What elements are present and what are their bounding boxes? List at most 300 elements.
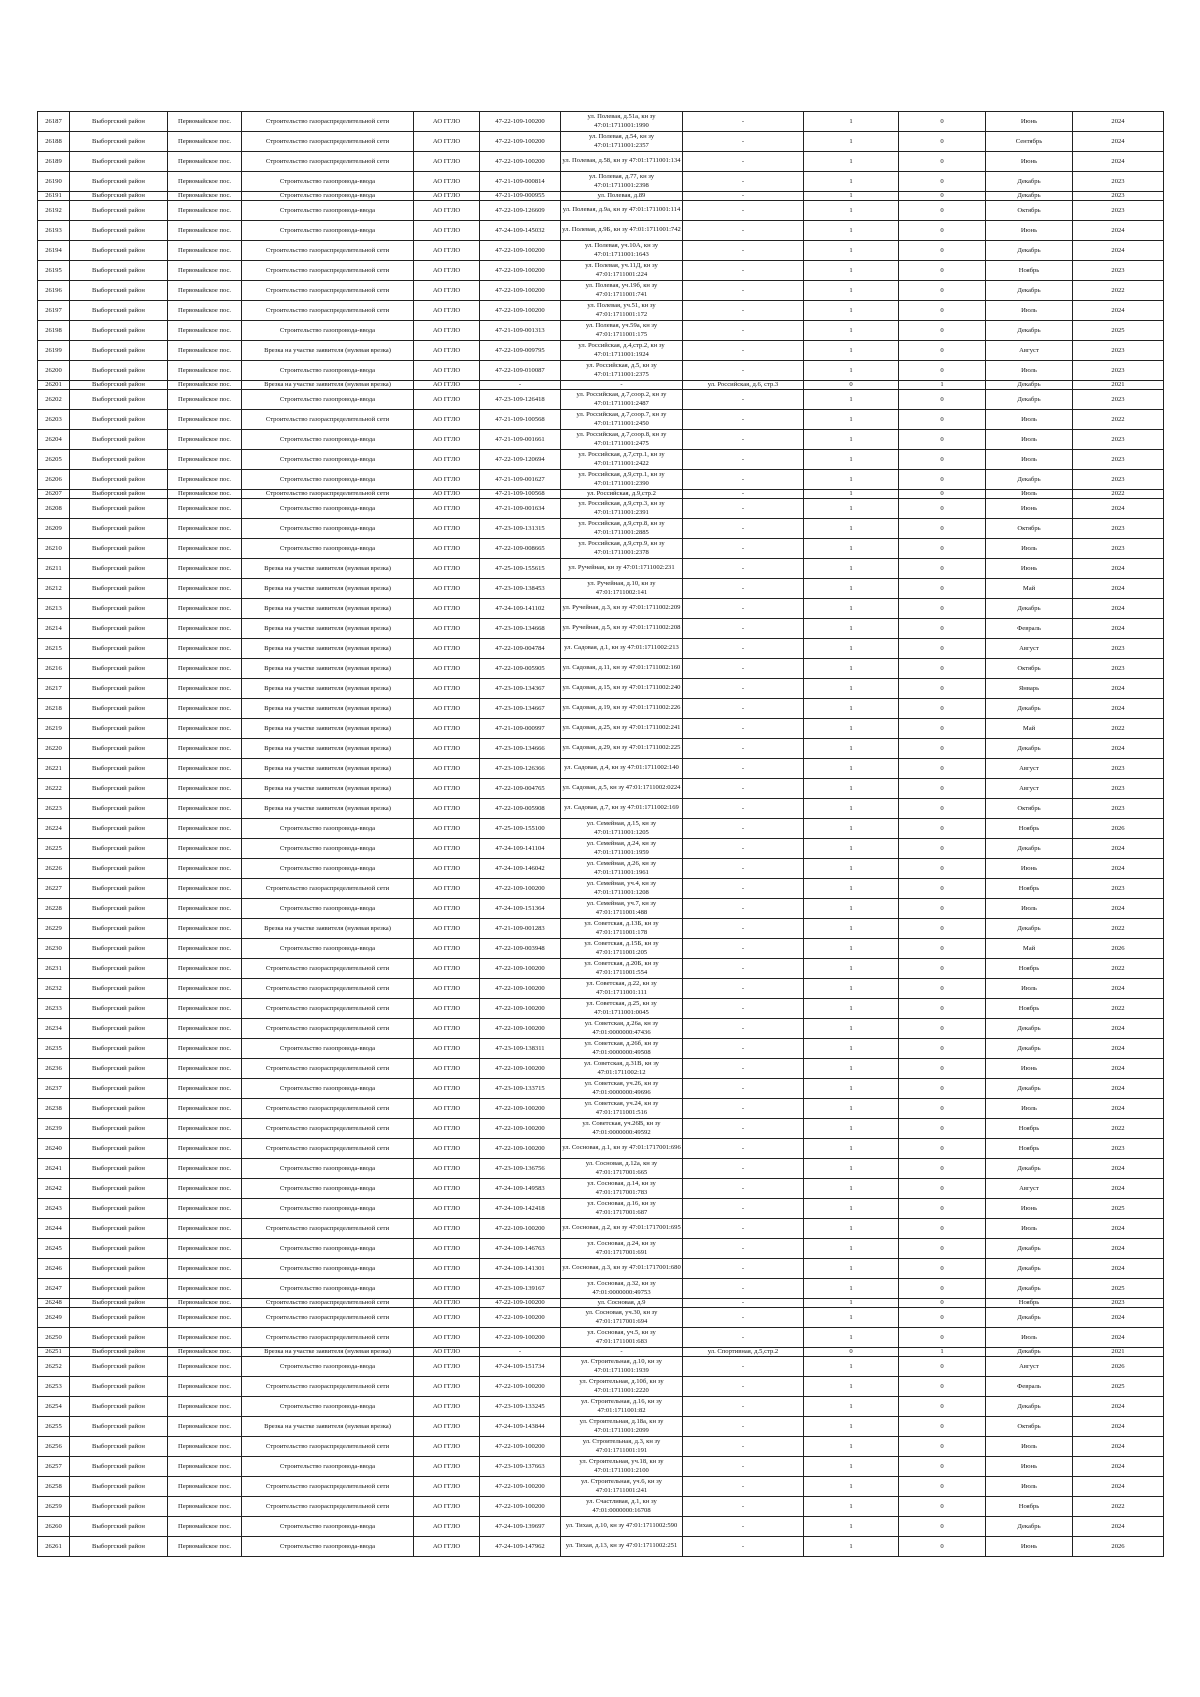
address-note-cell: -	[683, 281, 804, 301]
count-cell: 1	[804, 430, 899, 450]
table-row	[38, 261, 1164, 281]
address-note-cell: -	[683, 1377, 804, 1397]
address-cadastral-cell: ул. Полевая, уч.59а, кн зу 47:01:1711001:175	[561, 321, 683, 341]
year-cell: 2025	[1073, 1199, 1164, 1219]
organization-cell: АО ГГЛО	[414, 1259, 480, 1279]
organization-cell: АО ГГЛО	[414, 361, 480, 381]
district-cell: Выборгский район	[70, 112, 168, 132]
count-cell: 1	[804, 132, 899, 152]
district-cell: Выборгский район	[70, 559, 168, 579]
row-number-cell: 26250	[38, 1328, 70, 1348]
zero-cell: 0	[899, 819, 986, 839]
address-cadastral-cell: ул. Советская, д.26а, кн зу 47:01:0000000:47436	[561, 1019, 683, 1039]
row-number-cell: 26200	[38, 361, 70, 381]
district-cell: Выборгский район	[70, 1357, 168, 1377]
month-cell: Июль	[986, 361, 1073, 381]
contract-number-cell: 47-23-109-139167	[480, 1279, 561, 1299]
month-cell: Июнь	[986, 152, 1073, 172]
contract-number-cell: 47-21-109-001634	[480, 499, 561, 519]
work-type-cell: Врезка на участке заявителя (нулевая врезка)	[242, 719, 414, 739]
table-row	[38, 599, 1164, 619]
table-row	[38, 172, 1164, 192]
address-note-cell: -	[683, 1179, 804, 1199]
organization-cell: АО ГГЛО	[414, 1139, 480, 1159]
address-note-cell: -	[683, 539, 804, 559]
settlement-cell: Первомайское пос.	[168, 112, 242, 132]
organization-cell: АО ГГЛО	[414, 1219, 480, 1239]
zero-cell: 0	[899, 221, 986, 241]
count-cell: 1	[804, 999, 899, 1019]
address-cadastral-cell: ул. Сосновая, д.9	[561, 1299, 683, 1308]
table-row	[38, 659, 1164, 679]
table-row	[38, 939, 1164, 959]
district-cell: Выборгский район	[70, 152, 168, 172]
district-cell: Выборгский район	[70, 241, 168, 261]
work-type-cell: Строительство газопровода-ввода	[242, 1397, 414, 1417]
zero-cell: 0	[899, 450, 986, 470]
zero-cell: 0	[899, 759, 986, 779]
work-type-cell: Строительство газопровода-ввода	[242, 321, 414, 341]
table-row	[38, 1199, 1164, 1219]
address-note-cell: -	[683, 899, 804, 919]
district-cell: Выборгский район	[70, 579, 168, 599]
organization-cell: АО ГГЛО	[414, 519, 480, 539]
month-cell: Октябрь	[986, 201, 1073, 221]
row-number-cell: 26255	[38, 1417, 70, 1437]
zero-cell: 0	[899, 739, 986, 759]
count-cell: 1	[804, 152, 899, 172]
contract-number-cell: 47-22-109-004784	[480, 639, 561, 659]
row-number-cell: 26193	[38, 221, 70, 241]
table-row	[38, 1417, 1164, 1437]
count-cell: 1	[804, 879, 899, 899]
address-cadastral-cell: ул. Российская, д.5, кн зу 47:01:1711001:2375	[561, 361, 683, 381]
organization-cell: АО ГГЛО	[414, 1477, 480, 1497]
zero-cell: 0	[899, 579, 986, 599]
settlement-cell: Первомайское пос.	[168, 470, 242, 490]
month-cell: Октябрь	[986, 1417, 1073, 1437]
district-cell: Выборгский район	[70, 499, 168, 519]
row-number-cell: 26258	[38, 1477, 70, 1497]
address-note-cell: -	[683, 939, 804, 959]
address-note-cell: -	[683, 559, 804, 579]
work-type-cell: Строительство газопровода-ввода	[242, 1457, 414, 1477]
address-cadastral-cell: ул. Счастливая, д.1, кн зу 47:01:0000000:16708	[561, 1497, 683, 1517]
district-cell: Выборгский район	[70, 759, 168, 779]
address-note-cell: -	[683, 1059, 804, 1079]
month-cell: Июнь	[986, 1059, 1073, 1079]
address-cadastral-cell: ул. Садовая, д.15, кн зу 47:01:1711002:240	[561, 679, 683, 699]
row-number-cell: 26188	[38, 132, 70, 152]
address-cadastral-cell: ул. Семейная, д.26, кн зу 47:01:1711001:1961	[561, 859, 683, 879]
contract-number-cell: 47-23-109-131315	[480, 519, 561, 539]
contract-number-cell: 47-22-109-009795	[480, 341, 561, 361]
address-cadastral-cell: ул. Российская, д.7,соор.8, кн зу 47:01:1711001:2475	[561, 430, 683, 450]
organization-cell: АО ГГЛО	[414, 679, 480, 699]
table-row	[38, 1437, 1164, 1457]
work-type-cell: Строительство газораспределительной сети	[242, 1139, 414, 1159]
settlement-cell: Первомайское пос.	[168, 1397, 242, 1417]
table-row	[38, 490, 1164, 499]
organization-cell: АО ГГЛО	[414, 172, 480, 192]
row-number-cell: 26222	[38, 779, 70, 799]
year-cell: 2024	[1073, 1219, 1164, 1239]
month-cell: Ноябрь	[986, 1299, 1073, 1308]
address-cadastral-cell: ул. Полевая, д.89	[561, 192, 683, 201]
zero-cell: 0	[899, 1179, 986, 1199]
year-cell: 2024	[1073, 1259, 1164, 1279]
year-cell: 2024	[1073, 619, 1164, 639]
table-row	[38, 1159, 1164, 1179]
address-cadastral-cell: ул. Советская, уч.24, кн зу 47:01:1711001:516	[561, 1099, 683, 1119]
district-cell: Выборгский район	[70, 1328, 168, 1348]
row-number-cell: 26249	[38, 1308, 70, 1328]
zero-cell: 0	[899, 192, 986, 201]
address-note-cell: -	[683, 1437, 804, 1457]
address-cadastral-cell: ул. Российская, д.9,стр.3, кн зу 47:01:1711001:2391	[561, 499, 683, 519]
table-row	[38, 281, 1164, 301]
row-number-cell: 26257	[38, 1457, 70, 1477]
year-cell: 2022	[1073, 281, 1164, 301]
row-number-cell: 26211	[38, 559, 70, 579]
settlement-cell: Первомайское пос.	[168, 679, 242, 699]
organization-cell: АО ГГЛО	[414, 201, 480, 221]
month-cell: Ноябрь	[986, 1497, 1073, 1517]
zero-cell: 0	[899, 1377, 986, 1397]
count-cell: 1	[804, 619, 899, 639]
organization-cell: АО ГГЛО	[414, 1119, 480, 1139]
year-cell: 2024	[1073, 1437, 1164, 1457]
address-cadastral-cell: ул. Садовая, д.7, кн зу 47:01:1711002:169	[561, 799, 683, 819]
address-note-cell: -	[683, 699, 804, 719]
table-row	[38, 1039, 1164, 1059]
address-cadastral-cell: ул. Полевая, д.58, кн зу 47:01:1711001:134	[561, 152, 683, 172]
settlement-cell: Первомайское пос.	[168, 619, 242, 639]
organization-cell: АО ГГЛО	[414, 410, 480, 430]
contract-number-cell: 47-21-109-001661	[480, 430, 561, 450]
address-cadastral-cell: ул. Полевая, д.77, кн зу 47:01:1711001:2398	[561, 172, 683, 192]
settlement-cell: Первомайское пос.	[168, 490, 242, 499]
zero-cell: 0	[899, 1099, 986, 1119]
address-cadastral-cell: ул. Сосновая, уч.5, кн зу 47:01:1711001:683	[561, 1328, 683, 1348]
table-row	[38, 1219, 1164, 1239]
work-type-cell: Строительство газопровода-ввода	[242, 1039, 414, 1059]
work-type-cell: Строительство газопровода-ввода	[242, 470, 414, 490]
month-cell: Ноябрь	[986, 1119, 1073, 1139]
organization-cell: АО ГГЛО	[414, 1357, 480, 1377]
settlement-cell: Первомайское пос.	[168, 699, 242, 719]
address-cadastral-cell: ул. Сосновая, д.32, кн зу 47:01:0000000:49753	[561, 1279, 683, 1299]
organization-cell: АО ГГЛО	[414, 152, 480, 172]
work-type-cell: Строительство газопровода-ввода	[242, 899, 414, 919]
contract-number-cell: 47-22-109-100200	[480, 1437, 561, 1457]
address-cadastral-cell: ул. Садовая, д.29, кн зу 47:01:1711002:225	[561, 739, 683, 759]
work-type-cell: Строительство газопровода-ввода	[242, 1537, 414, 1557]
row-number-cell: 26230	[38, 939, 70, 959]
district-cell: Выборгский район	[70, 779, 168, 799]
count-cell: 1	[804, 281, 899, 301]
row-number-cell: 26217	[38, 679, 70, 699]
count-cell: 1	[804, 1099, 899, 1119]
zero-cell: 0	[899, 799, 986, 819]
table-row	[38, 559, 1164, 579]
month-cell: Июль	[986, 899, 1073, 919]
work-type-cell: Врезка на участке заявителя (нулевая врезка)	[242, 579, 414, 599]
work-type-cell: Врезка на участке заявителя (нулевая врезка)	[242, 559, 414, 579]
contract-number-cell: 47-21-109-100568	[480, 410, 561, 430]
row-number-cell: 26244	[38, 1219, 70, 1239]
row-number-cell: 26246	[38, 1259, 70, 1279]
settlement-cell: Первомайское пос.	[168, 1139, 242, 1159]
table-row	[38, 839, 1164, 859]
year-cell: 2026	[1073, 1357, 1164, 1377]
work-type-cell: Строительство газораспределительной сети	[242, 490, 414, 499]
address-cadastral-cell: ул. Садовая, д.1, кн зу 47:01:1711002:213	[561, 639, 683, 659]
count-cell: 1	[804, 221, 899, 241]
address-cadastral-cell: ул. Ручейная, д.10, кн зу 47:01:1711002:141	[561, 579, 683, 599]
address-note-cell: -	[683, 719, 804, 739]
district-cell: Выборгский район	[70, 659, 168, 679]
organization-cell: АО ГГЛО	[414, 839, 480, 859]
contract-number-cell: 47-22-109-003948	[480, 939, 561, 959]
table-row	[38, 539, 1164, 559]
year-cell: 2023	[1073, 519, 1164, 539]
year-cell: 2021	[1073, 1348, 1164, 1357]
count-cell: 1	[804, 1019, 899, 1039]
zero-cell: 0	[899, 1119, 986, 1139]
count-cell: 1	[804, 739, 899, 759]
month-cell: Декабрь	[986, 1397, 1073, 1417]
work-type-cell: Строительство газораспределительной сети	[242, 999, 414, 1019]
table-row	[38, 979, 1164, 999]
zero-cell: 0	[899, 1159, 986, 1179]
work-type-cell: Строительство газораспределительной сети	[242, 132, 414, 152]
table-row	[38, 241, 1164, 261]
work-type-cell: Строительство газораспределительной сети	[242, 1377, 414, 1397]
contract-number-cell: 47-22-109-100200	[480, 879, 561, 899]
work-type-cell: Строительство газопровода-ввода	[242, 1517, 414, 1537]
row-number-cell: 26233	[38, 999, 70, 1019]
work-type-cell: Строительство газораспределительной сети	[242, 1099, 414, 1119]
row-number-cell: 26242	[38, 1179, 70, 1199]
row-number-cell: 26237	[38, 1079, 70, 1099]
address-note-cell: -	[683, 152, 804, 172]
organization-cell: АО ГГЛО	[414, 192, 480, 201]
organization-cell: АО ГГЛО	[414, 1437, 480, 1457]
work-type-cell: Строительство газопровода-ввода	[242, 201, 414, 221]
address-cadastral-cell: ул. Сосновая, д.16, кн зу 47:01:1717001:687	[561, 1199, 683, 1219]
organization-cell: АО ГГЛО	[414, 1537, 480, 1557]
address-note-cell: -	[683, 1039, 804, 1059]
count-cell: 1	[804, 361, 899, 381]
year-cell: 2024	[1073, 1179, 1164, 1199]
settlement-cell: Первомайское пос.	[168, 1457, 242, 1477]
address-note-cell: -	[683, 1457, 804, 1477]
table-row	[38, 819, 1164, 839]
table-row	[38, 152, 1164, 172]
count-cell: 1	[804, 1299, 899, 1308]
row-number-cell: 26241	[38, 1159, 70, 1179]
row-number-cell: 26245	[38, 1239, 70, 1259]
work-type-cell: Строительство газопровода-ввода	[242, 221, 414, 241]
contract-number-cell: 47-23-109-133715	[480, 1079, 561, 1099]
count-cell: 1	[804, 1437, 899, 1457]
settlement-cell: Первомайское пос.	[168, 281, 242, 301]
row-number-cell: 26207	[38, 490, 70, 499]
settlement-cell: Первомайское пос.	[168, 519, 242, 539]
district-cell: Выборгский район	[70, 1437, 168, 1457]
contract-number-cell: 47-23-109-138453	[480, 579, 561, 599]
year-cell: 2024	[1073, 579, 1164, 599]
address-note-cell: ул. Российская, д.6, стр.3	[683, 381, 804, 390]
settlement-cell: Первомайское пос.	[168, 579, 242, 599]
district-cell: Выборгский район	[70, 1199, 168, 1219]
zero-cell: 1	[899, 381, 986, 390]
month-cell: Декабрь	[986, 739, 1073, 759]
organization-cell: АО ГГЛО	[414, 1019, 480, 1039]
address-cadastral-cell: ул. Сосновая, д.2, кн зу 47:01:1717001:695	[561, 1219, 683, 1239]
district-cell: Выборгский район	[70, 281, 168, 301]
district-cell: Выборгский район	[70, 1059, 168, 1079]
month-cell: Декабрь	[986, 1039, 1073, 1059]
district-cell: Выборгский район	[70, 1019, 168, 1039]
contract-number-cell: 47-22-109-126609	[480, 201, 561, 221]
settlement-cell: Первомайское пос.	[168, 241, 242, 261]
row-number-cell: 26201	[38, 381, 70, 390]
year-cell: 2024	[1073, 1059, 1164, 1079]
address-cadastral-cell: ул. Садовая, д.5, кн зу 47:01:1711002:0224	[561, 779, 683, 799]
organization-cell: АО ГГЛО	[414, 1059, 480, 1079]
year-cell: 2024	[1073, 1039, 1164, 1059]
organization-cell: АО ГГЛО	[414, 1377, 480, 1397]
zero-cell: 0	[899, 619, 986, 639]
district-cell: Выборгский район	[70, 839, 168, 859]
address-cadastral-cell: ул. Сосновая, д.12а, кн зу 47:01:1717001:665	[561, 1159, 683, 1179]
count-cell: 1	[804, 639, 899, 659]
work-type-cell: Врезка на участке заявителя (нулевая врезка)	[242, 599, 414, 619]
table-row	[38, 1348, 1164, 1357]
address-note-cell: -	[683, 321, 804, 341]
year-cell: 2023	[1073, 1299, 1164, 1308]
zero-cell: 0	[899, 1219, 986, 1239]
zero-cell: 0	[899, 719, 986, 739]
month-cell: Июль	[986, 301, 1073, 321]
organization-cell: АО ГГЛО	[414, 1417, 480, 1437]
address-cadastral-cell: ул. Российская, д.7,стр.1, кн зу 47:01:1711001:2422	[561, 450, 683, 470]
row-number-cell: 26224	[38, 819, 70, 839]
organization-cell: АО ГГЛО	[414, 639, 480, 659]
year-cell: 2024	[1073, 1397, 1164, 1417]
settlement-cell: Первомайское пос.	[168, 1328, 242, 1348]
settlement-cell: Первомайское пос.	[168, 719, 242, 739]
month-cell: Декабрь	[986, 470, 1073, 490]
month-cell: Декабрь	[986, 1517, 1073, 1537]
address-cadastral-cell: ул. Полевая, д.9а, кн зу 47:01:1711001:114	[561, 201, 683, 221]
organization-cell: АО ГГЛО	[414, 430, 480, 450]
address-cadastral-cell: ул. Строительная, д.10б, кн зу 47:01:1711001:2220	[561, 1377, 683, 1397]
count-cell: 1	[804, 1279, 899, 1299]
count-cell: 1	[804, 201, 899, 221]
work-type-cell: Строительство газопровода-ввода	[242, 819, 414, 839]
district-cell: Выборгский район	[70, 819, 168, 839]
address-cadastral-cell: ул. Семейная, д.15, кн зу 47:01:1711001:1205	[561, 819, 683, 839]
work-type-cell: Строительство газопровода-ввода	[242, 192, 414, 201]
table-row	[38, 341, 1164, 361]
address-note-cell: -	[683, 859, 804, 879]
year-cell: 2023	[1073, 799, 1164, 819]
settlement-cell: Первомайское пос.	[168, 450, 242, 470]
settlement-cell: Первомайское пос.	[168, 639, 242, 659]
district-cell: Выборгский район	[70, 1039, 168, 1059]
organization-cell: АО ГГЛО	[414, 112, 480, 132]
year-cell: 2022	[1073, 490, 1164, 499]
table-row	[38, 1079, 1164, 1099]
address-note-cell: -	[683, 1199, 804, 1219]
address-note-cell: ул. Спортивная, д.5,стр.2	[683, 1348, 804, 1357]
organization-cell: АО ГГЛО	[414, 919, 480, 939]
month-cell: Декабрь	[986, 192, 1073, 201]
work-type-cell: Строительство газораспределительной сети	[242, 241, 414, 261]
settlement-cell: Первомайское пос.	[168, 132, 242, 152]
contract-number-cell: 47-22-109-100200	[480, 1219, 561, 1239]
organization-cell: АО ГГЛО	[414, 1159, 480, 1179]
month-cell: Июль	[986, 450, 1073, 470]
contract-number-cell: 47-22-109-100200	[480, 979, 561, 999]
contract-number-cell: 47-24-109-139697	[480, 1517, 561, 1537]
count-cell: 1	[804, 241, 899, 261]
contract-number-cell: 47-23-109-137663	[480, 1457, 561, 1477]
contract-number-cell: 47-24-109-141104	[480, 839, 561, 859]
settlement-cell: Первомайское пос.	[168, 659, 242, 679]
year-cell: 2024	[1073, 301, 1164, 321]
organization-cell: АО ГГЛО	[414, 1179, 480, 1199]
count-cell: 1	[804, 261, 899, 281]
work-type-cell: Врезка на участке заявителя (нулевая врезка)	[242, 639, 414, 659]
settlement-cell: Первомайское пос.	[168, 1019, 242, 1039]
work-type-cell: Строительство газораспределительной сети	[242, 301, 414, 321]
address-cadastral-cell: ул. Советская, д.20Б, кн зу 47:01:1711001:554	[561, 959, 683, 979]
zero-cell: 0	[899, 152, 986, 172]
table-row	[38, 470, 1164, 490]
count-cell: 1	[804, 112, 899, 132]
work-type-cell: Врезка на участке заявителя (нулевая врезка)	[242, 679, 414, 699]
settlement-cell: Первомайское пос.	[168, 779, 242, 799]
district-cell: Выборгский район	[70, 1517, 168, 1537]
row-number-cell: 26229	[38, 919, 70, 939]
settlement-cell: Первомайское пос.	[168, 739, 242, 759]
work-type-cell: Врезка на участке заявителя (нулевая врезка)	[242, 1348, 414, 1357]
zero-cell: 0	[899, 1199, 986, 1219]
address-cadastral-cell: ул. Советская, д.31В, кн зу 47:01:1711002:12	[561, 1059, 683, 1079]
row-number-cell: 26243	[38, 1199, 70, 1219]
address-cadastral-cell: ул. Садовая, д.4, кн зу 47:01:1711002:140	[561, 759, 683, 779]
address-note-cell: -	[683, 799, 804, 819]
organization-cell: АО ГГЛО	[414, 539, 480, 559]
district-cell: Выборгский район	[70, 201, 168, 221]
organization-cell: АО ГГЛО	[414, 619, 480, 639]
settlement-cell: Первомайское пос.	[168, 1059, 242, 1079]
zero-cell: 0	[899, 559, 986, 579]
address-note-cell: -	[683, 499, 804, 519]
table-row	[38, 201, 1164, 221]
month-cell: Февраль	[986, 1377, 1073, 1397]
zero-cell: 0	[899, 1457, 986, 1477]
district-cell: Выборгский район	[70, 1139, 168, 1159]
row-number-cell: 26234	[38, 1019, 70, 1039]
zero-cell: 0	[899, 1537, 986, 1557]
year-cell: 2021	[1073, 381, 1164, 390]
count-cell: 1	[804, 172, 899, 192]
